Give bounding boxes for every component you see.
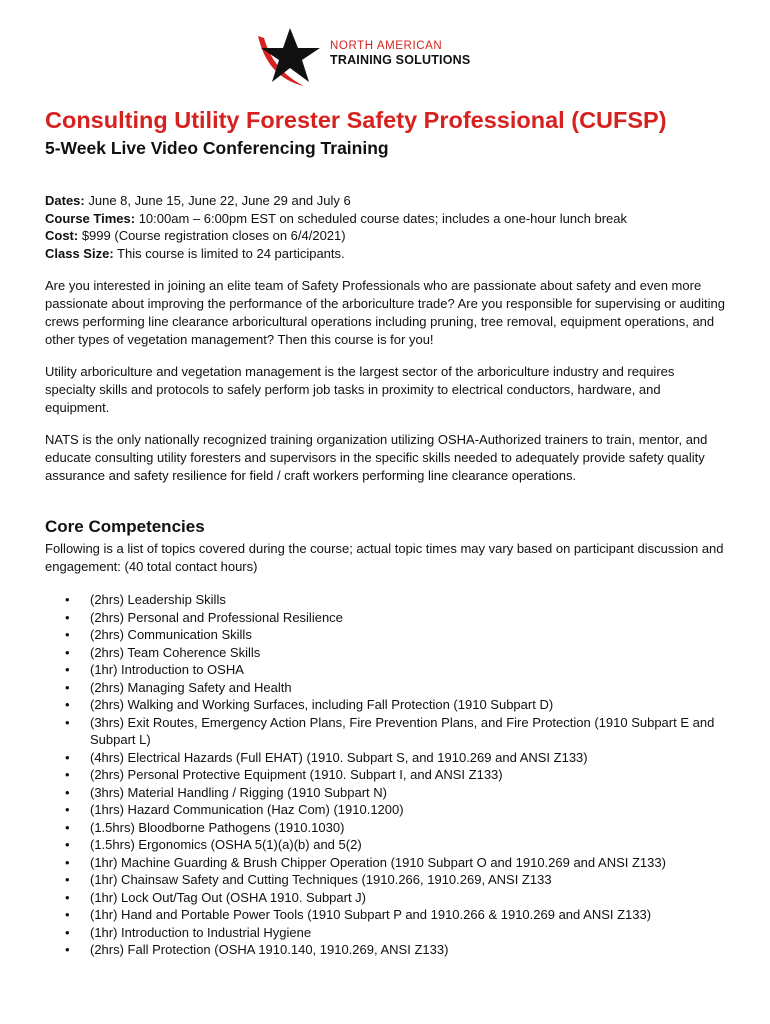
times-row (45, 210, 627, 228)
topic-item: • (1hr) Hand and Portable Power Tools (1910 Subpart P and 1910.266 & 1910.269 and ANSI Z133) (45, 906, 725, 924)
cost-value: $999 (Course registration closes on 6/4/2021) (78, 228, 346, 243)
star-swoosh-icon (256, 24, 336, 90)
core-competencies-heading: Core Competencies (45, 517, 205, 536)
core-competencies-intro: Following is a list of topics covered during the course; actual topic times may vary based on participant discussion and engagement: (40 total contact hours) (45, 541, 724, 574)
page-title: Consulting Utility Forester Safety Professional (CUFSP) (45, 107, 667, 133)
class-size-row (45, 245, 627, 263)
topic-item: • (3hrs) Material Handling / Rigging (1910 Subpart N) (45, 784, 725, 802)
topic-item: • (1hr) Introduction to OSHA (45, 661, 725, 679)
topic-item: • (2hrs) Fall Protection (OSHA 1910.140, 1910.269, ANSI Z133) (45, 941, 725, 959)
topic-item: • (2hrs) Communication Skills (45, 626, 725, 644)
topic-list (45, 591, 725, 959)
logo-line-training-solutions: TRAINING SOLUTIONS (330, 53, 471, 67)
topic-item: • (2hrs) Personal Protective Equipment (1910. Subpart I, and ANSI Z133) (45, 766, 725, 784)
topic-item: • (1hr) Lock Out/Tag Out (OSHA 1910. Subpart J) (45, 889, 725, 907)
topic-item: • (1.5hrs) Ergonomics (OSHA 5(1)(a)(b) and 5(2) (45, 836, 725, 854)
topic-item: • (4hrs) Electrical Hazards (Full EHAT) (1910. Subpart S, and 1910.269 and ANSI Z133) (45, 749, 725, 767)
topic-item: • (1.5hrs) Bloodborne Pathogens (1910.1030) (45, 819, 725, 837)
topic-item: • (1hr) Machine Guarding & Brush Chipper Operation (1910 Subpart O and 1910.269 and ANSI Z133) (45, 854, 725, 872)
logo-line-north-american: NORTH AMERICAN (330, 40, 443, 52)
times-value: 10:00am – 6:00pm EST on scheduled course dates; includes a one-hour lunch break (135, 210, 627, 226)
dates-row (45, 192, 627, 210)
nats-logo (256, 24, 506, 94)
class-size-label: Class Size: (45, 245, 114, 261)
dates-label: Dates: (45, 193, 85, 208)
class-size-value: This course is limited to 24 participants. (113, 245, 345, 261)
topic-item: • (1hr) Chainsaw Safety and Cutting Techniques (1910.266, 1910.269, ANSI Z133 (45, 871, 725, 889)
topic-item: • (3hrs) Exit Routes, Emergency Action Plans, Fire Prevention Plans, and Fire Protection (1910 Subpart E and Subpart L) (45, 714, 725, 749)
topic-item: • (1hr) Introduction to Industrial Hygiene (45, 924, 725, 942)
course-details (45, 192, 627, 262)
topic-item: • (1hrs) Hazard Communication (Haz Com) (1910.1200) (45, 801, 725, 819)
topic-item: • (2hrs) Walking and Working Surfaces, including Fall Protection (1910 Subpart D) (45, 696, 725, 714)
cost-row (45, 227, 627, 245)
nats-paragraph: NATS is the only nationally recognized training organization utilizing OSHA-Authorized trainers to train, mentor, and educate consulting utility foresters and supervisors in the specific skills needed to adequately provide safety quality assurance and safety resilience for field / craft workers performing line clearance operations. (45, 432, 708, 483)
page-subtitle: 5-Week Live Video Conferencing Training (45, 138, 389, 158)
utility-paragraph: Utility arboriculture and vegetation management is the largest sector of the arboriculture industry and requires specialty skills and protocols to safely perform job tasks in proximity to electrical conductors, hardware, and equipment. (45, 364, 675, 415)
intro-paragraph: Are you interested in joining an elite team of Safety Professionals who are passionate about safety and even more passionate about improving the performance of the arboriculture trade? Are you responsible for supervising or auditing crews performing line clearance arboricultural operations including pruning, tree removal, equipment operations, and other types of vegetation management? Then this course is for you! (45, 278, 726, 347)
dates-value: June 8, June 15, June 22, June 29 and July 6 (84, 193, 351, 208)
cost-label: Cost: (45, 228, 79, 243)
topic-item: • (2hrs) Managing Safety and Health (45, 679, 725, 697)
topic-item: • (2hrs) Team Coherence Skills (45, 644, 725, 662)
times-label: Course Times: (45, 210, 136, 226)
topic-item: • (2hrs) Personal and Professional Resilience (45, 609, 725, 627)
topic-item: • (2hrs) Leadership Skills (45, 591, 725, 609)
